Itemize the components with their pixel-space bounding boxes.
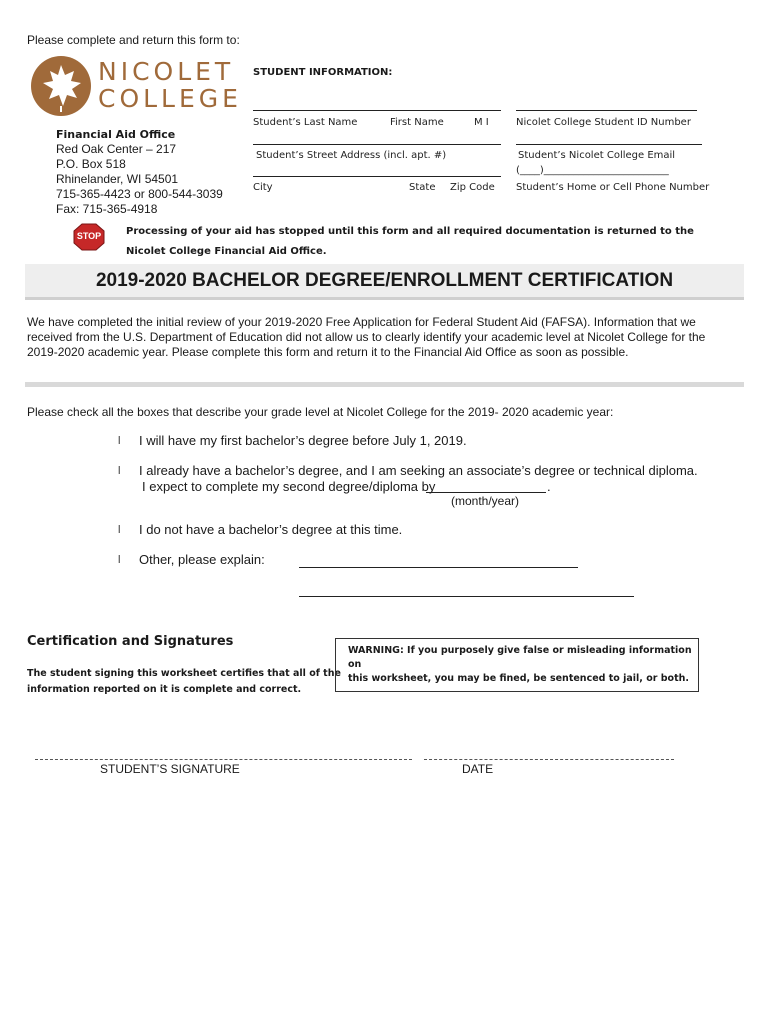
option-1-label: I will have my first bachelor’s degree before July 1, 2019. (139, 433, 467, 448)
certification-text-line-2: information reported on it is complete and correct. (27, 684, 302, 695)
other-explain-line-1[interactable] (299, 567, 578, 568)
title-banner (25, 264, 744, 300)
review-line-2: received from the U.S. Department of Education did not allow us to clearly identify your academic level at Nicolet College for the (27, 330, 706, 344)
office-line: Fax: 715-365-4918 (56, 202, 158, 216)
warning-line-2: this worksheet, you may be fined, be sentenced to jail, or both. (348, 673, 689, 684)
review-line-1: We have completed the initial review of your 2019-2020 Free Application for Federal Student Aid (FAFSA). Information that we (27, 315, 696, 329)
student-signature-line[interactable] (35, 759, 412, 760)
office-line: Red Oak Center – 217 (56, 142, 177, 156)
phone-field[interactable]: (____)_________________________ (516, 165, 669, 176)
page-title: 2019-2020 BACHELOR DEGREE/ENROLLMENT CERTIFICATION (95, 270, 674, 291)
office-title: Financial Aid Office (56, 128, 176, 141)
last-name-label: Student’s Last Name (253, 117, 358, 128)
phone-label: Student’s Home or Cell Phone Number (516, 182, 710, 193)
city-state-zip-line[interactable] (253, 176, 501, 177)
stop-notice (126, 222, 694, 262)
last-first-mi-line[interactable] (253, 110, 501, 111)
option-2-subtext-end: . (547, 479, 551, 494)
first-name-label: First Name (390, 117, 444, 128)
oak-leaf-logo-icon (30, 55, 92, 117)
email-line[interactable] (516, 144, 702, 145)
option-3-label: I do not have a bachelor’s degree at this time. (139, 522, 403, 537)
warning-line-1: WARNING: If you purposely give false or misleading information on (348, 645, 692, 670)
logo-line-1: NICOLET (98, 57, 235, 86)
street-address-label: Student’s Street Address (incl. apt. #) (256, 150, 447, 161)
intro-text: Please complete and return this form to: (27, 33, 240, 47)
option-3-checkbox[interactable]: l (118, 524, 121, 536)
other-explain-line-2[interactable] (299, 596, 634, 597)
check-prompt: Please check all the boxes that describe your grade level at Nicolet College for the 2019- 2020 academic year: (27, 405, 614, 419)
office-line: P.O. Box 518 (56, 157, 126, 171)
zip-label: Zip Code (450, 182, 495, 193)
date-label: DATE (462, 762, 494, 776)
email-label: Student’s Nicolet College Email (518, 150, 676, 161)
office-line: Rhinelander, WI 54501 (56, 172, 179, 186)
option-4-label: Other, please explain: (139, 552, 265, 567)
student-info-title: STUDENT INFORMATION: (253, 67, 393, 78)
certification-text-line-1: The student signing this worksheet certifies that all of the (27, 668, 341, 679)
nicolet-logo (30, 55, 242, 117)
city-label: City (253, 182, 273, 193)
option-2-checkbox[interactable]: l (118, 465, 121, 477)
option-2-subtext: I expect to complete my second degree/diploma by (142, 479, 436, 494)
certification-text (27, 666, 341, 698)
student-id-label: Nicolet College Student ID Number (516, 117, 691, 128)
option-2-label: I already have a bachelor’s degree, and I am seeking an associate’s degree or technical diploma. (139, 463, 698, 478)
completion-date-line[interactable] (426, 492, 546, 493)
option-1-checkbox[interactable]: l (118, 435, 121, 447)
certification-heading: Certification and Signatures (27, 634, 234, 649)
section-divider (25, 382, 744, 387)
logo-line-2: COLLEGE (98, 84, 242, 113)
review-line-3: 2019-2020 academic year. Please complete this form and return it to the Financial Aid Office as soon as possible. (27, 345, 629, 359)
student-signature-label: STUDENT’S SIGNATURE (100, 762, 240, 776)
option-4-checkbox[interactable]: l (118, 554, 121, 566)
stop-sign-icon (73, 223, 105, 251)
warning-box (335, 638, 699, 692)
street-address-line[interactable] (253, 144, 501, 145)
mi-label: M I (474, 117, 489, 128)
student-id-line[interactable] (516, 110, 697, 111)
month-year-hint: (month/year) (451, 494, 520, 508)
date-line[interactable] (424, 759, 674, 760)
review-paragraph (27, 315, 747, 360)
stop-notice-line-1: Processing of your aid has stopped until this form and all required documentation is returned to the (126, 226, 694, 237)
office-line: 715-365-4423 or 800-544-3039 (56, 187, 223, 201)
stop-notice-line-2: Nicolet College Financial Aid Office. (126, 246, 327, 257)
stop-sign-text: STOP (76, 231, 102, 241)
state-label: State (409, 182, 436, 193)
office-address (56, 127, 223, 217)
